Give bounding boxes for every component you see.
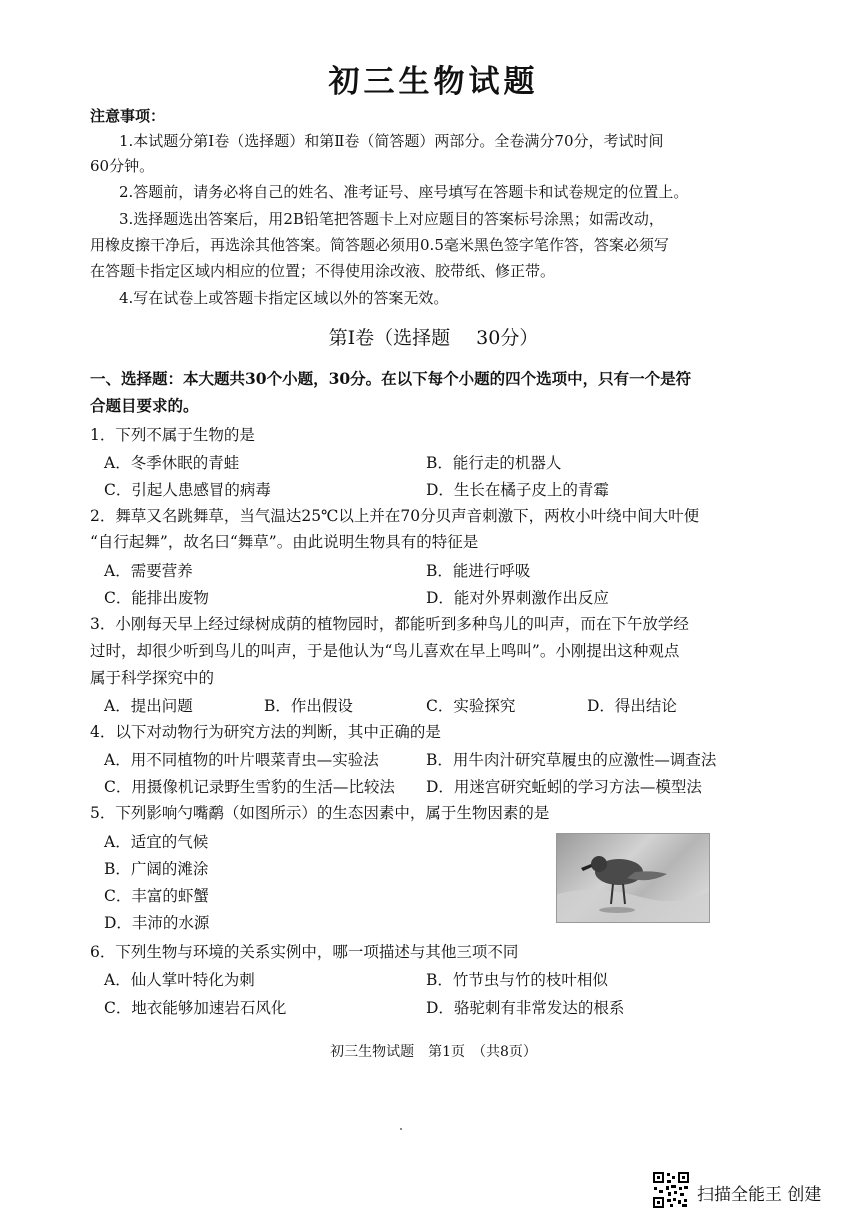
intro-line: 一、选择题：本大题共30个小题，30分。在以下每个小题的四个选项中，只有一个是符 <box>90 369 692 388</box>
note-line: 60分钟。 <box>90 157 155 175</box>
question-4-option-d: D．用迷宫研究蚯蚓的学习方法—模型法 <box>426 778 702 796</box>
question-1-option-a: A．冬季休眠的青蛙 <box>104 454 240 472</box>
page-title: 初三生物试题 <box>328 64 539 100</box>
section-heading <box>0 323 867 350</box>
question-2-option-b: B．能进行呼吸 <box>426 562 531 580</box>
question-3-option-c: C．实验探究 <box>426 697 516 715</box>
question-6-stem: 6．下列生物与环境的关系实例中，哪一项描述与其他三项不同 <box>90 943 519 961</box>
question-1-stem: 1．下列不属于生物的是 <box>90 426 255 444</box>
question-5-option-a: A．适宜的气候 <box>104 833 209 851</box>
question-2-option-d: D．能对外界刺激作出反应 <box>426 589 609 607</box>
question-6-option-c: C．地衣能够加速岩石风化 <box>104 999 287 1017</box>
question-2-option-a: A．需要营养 <box>104 562 193 580</box>
page-footer: 初三生物试题 第1页 （共8页） <box>330 1044 537 1060</box>
bird-icon <box>557 834 709 922</box>
question-6-option-a: A．仙人掌叶特化为刺 <box>104 971 255 989</box>
question-4-option-c: C．用摄像机记录野生雪豹的生活—比较法 <box>104 778 395 796</box>
question-3-stem: 过时，却很少听到鸟儿的叫声，于是他认为“鸟儿喜欢在早上鸣叫”。小刚提出这种观点 <box>90 642 680 660</box>
note-line: 4.写在试卷上或答题卡指定区域以外的答案无效。 <box>119 289 449 307</box>
note-line: 在答题卡指定区域内相应的位置；不得使用涂改液、胶带纸、修正带。 <box>90 262 556 280</box>
question-2-option-c: C．能排出废物 <box>104 589 209 607</box>
question-5-stem: 5．下列影响勺嘴鹬（如图所示）的生态因素中，属于生物因素的是 <box>90 804 550 822</box>
section-score: 30分） <box>476 327 539 349</box>
question-6-option-b: B．竹节虫与竹的枝叶相似 <box>426 971 608 989</box>
scanner-watermark: 扫描全能王 创建 <box>697 1185 822 1205</box>
question-1-option-c: C．引起人患感冒的病毒 <box>104 481 271 499</box>
question-3-option-a: A．提出问题 <box>104 697 193 715</box>
notes-heading: 注意事项： <box>90 107 166 125</box>
intro-line: 合题目要求的。 <box>90 396 199 415</box>
question-5-option-d: D．丰沛的水源 <box>104 914 210 932</box>
question-2-stem: 2．舞草又名跳舞草，当气温达25℃以上并在70分贝声音刺激下，两枚小叶绕中间大叶便 <box>90 507 700 525</box>
qr-code-icon <box>652 1171 690 1209</box>
question-4-option-b: B．用牛肉汁研究草履虫的应激性—调查法 <box>426 751 717 769</box>
question-6-option-d: D．骆驼刺有非常发达的根系 <box>426 999 625 1017</box>
question-4-stem: 4．以下对动物行为研究方法的判断，其中正确的是 <box>90 723 441 741</box>
spoon-billed-sandpiper-photo <box>556 833 710 923</box>
question-1-option-d: D．生长在橘子皮上的青霉 <box>426 481 609 499</box>
question-3-stem: 3．小刚每天早上经过绿树成荫的植物园时，都能听到多种鸟儿的叫声，而在下午放学经 <box>90 615 689 633</box>
question-1-option-b: B．能行走的机器人 <box>426 454 562 472</box>
question-3-option-d: D．得出结论 <box>587 697 677 715</box>
scan-speck <box>400 1128 402 1130</box>
note-line: 3.选择题选出答案后，用2B铅笔把答题卡上对应题目的答案标号涂黑；如需改动， <box>119 210 664 228</box>
note-line: 1.本试题分第Ⅰ卷（选择题）和第Ⅱ卷（简答题）两部分。全卷满分70分，考试时间 <box>119 132 664 150</box>
question-5-option-b: B．广阔的滩涂 <box>104 860 209 878</box>
question-2-stem: “自行起舞”，故名曰“舞草”。由此说明生物具有的特征是 <box>90 533 479 551</box>
note-line: 2.答题前，请务必将自己的姓名、准考证号、座号填写在答题卡和试卷规定的位置上。 <box>119 183 689 201</box>
question-5-option-c: C．丰富的虾蟹 <box>104 887 209 905</box>
note-line: 用橡皮擦干净后，再选涂其他答案。简答题必须用0.5毫米黑色签字笔作答，答案必须写 <box>90 236 669 254</box>
question-3-option-b: B．作出假设 <box>264 697 353 715</box>
section-label: 第Ⅰ卷（选择题 <box>328 327 451 349</box>
question-3-stem: 属于科学探究中的 <box>90 669 215 687</box>
question-4-option-a: A．用不同植物的叶片喂菜青虫—实验法 <box>104 751 379 769</box>
